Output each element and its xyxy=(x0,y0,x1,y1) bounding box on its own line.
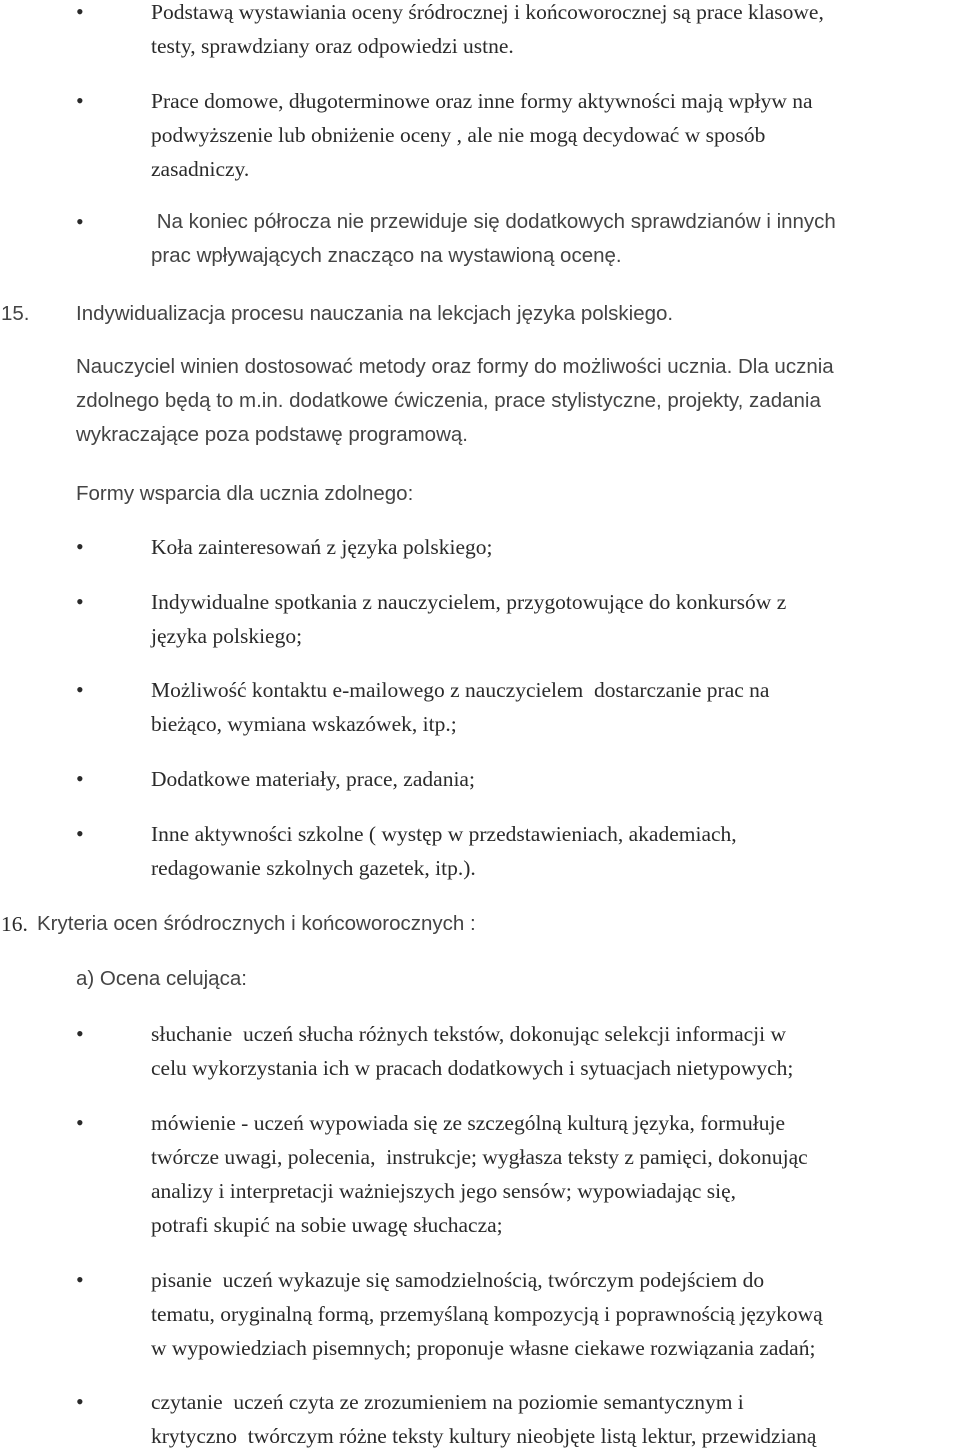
text-line: zasadniczy. xyxy=(151,157,250,181)
text-line: twórcze uwagi, polecenia, instrukcje; wygłasza teksty z pamięci, dokonując xyxy=(151,1145,808,1169)
text-line: testy, sprawdziany oraz odpowiedzi ustne. xyxy=(151,34,514,58)
text-line: potrafi skupić na sobie uwagę słuchacza; xyxy=(151,1213,503,1237)
text-line: Na koniec półrocza nie przewiduje się dodatkowych sprawdzianów i innych xyxy=(151,210,836,233)
text-line: Możliwość kontaktu e-mailowego z nauczycielem dostarczanie prac na xyxy=(151,678,770,702)
text-line: czytanie uczeń czyta ze zrozumieniem na poziomie semantycznym i xyxy=(151,1390,744,1414)
text-line: bieżąco, wymiana wskazówek, itp.; xyxy=(151,712,457,736)
text-line: tematu, oryginalną formą, przemyślaną kompozycją i poprawnością językową xyxy=(151,1302,823,1326)
text-line: języka polskiego; xyxy=(151,624,303,648)
bullet-icon: • xyxy=(76,209,84,234)
text-line: wykraczające poza podstawę programową. xyxy=(76,423,468,446)
text-line: Indywidualne spotkania z nauczycielem, przygotowujące do konkursów z xyxy=(151,590,787,614)
bullet-icon: • xyxy=(76,88,84,113)
text-line: Nauczyciel winien dostosować metody oraz formy do możliwości ucznia. Dla ucznia xyxy=(76,355,834,378)
text-line: zdolnego będą to m.in. dodatkowe ćwiczenia, prace stylistyczne, projekty, zadania xyxy=(76,389,821,412)
section-title: Indywidualizacja procesu nauczania na lekcjach języka polskiego. xyxy=(76,302,674,325)
text-line: prac wpływających znacząco na wystawioną ocenę. xyxy=(151,244,622,267)
bullet-icon: • xyxy=(76,766,84,791)
section-title: Kryteria ocen śródrocznych i końcoworocznych : xyxy=(37,912,476,935)
bullet-icon: • xyxy=(76,534,84,559)
text-line: celu wykorzystania ich w pracach dodatkowych i sytuacjach nietypowych; xyxy=(151,1056,794,1080)
text-line: Dodatkowe materiały, prace, zadania; xyxy=(151,767,475,791)
section-number: 15. xyxy=(1,302,30,325)
text-line: Inne aktywności szkolne ( występ w przedstawieniach, akademiach, xyxy=(151,822,737,846)
text-line: Koła zainteresowań z języka polskiego; xyxy=(151,535,493,559)
text-line: słuchanie uczeń słucha różnych tekstów, dokonując selekcji informacji w xyxy=(151,1022,787,1046)
bullet-icon: • xyxy=(76,0,84,24)
bullet-icon: • xyxy=(76,821,84,846)
text-line: Podstawą wystawiania oceny śródrocznej i końcoworocznej są prace klasowe, xyxy=(151,0,824,24)
bullet-icon: • xyxy=(76,589,84,614)
text-line: analizy i interpretacji ważniejszych jego sensów; wypowiadając się, xyxy=(151,1179,737,1203)
bullet-icon: • xyxy=(76,1267,84,1292)
text-line: w wypowiedziach pisemnych; proponuje własne ciekawe rozwiązania zadań; xyxy=(151,1336,816,1360)
text-line: pisanie uczeń wykazuje się samodzielnością, twórczym podejściem do xyxy=(151,1268,765,1292)
text-line: Prace domowe, długoterminowe oraz inne formy aktywności mają wpływ na xyxy=(151,89,813,113)
text-line: redagowanie szkolnych gazetek, itp.). xyxy=(151,856,476,880)
bullet-icon: • xyxy=(76,1389,84,1414)
text-line: podwyższenie lub obniżenie oceny , ale nie mogą decydować w sposób xyxy=(151,123,766,147)
text-line: krytyczno twórczym różne teksty kultury nieobjęte listą lektur, przewidzianą xyxy=(151,1424,817,1448)
bullet-icon: • xyxy=(76,1021,84,1046)
bullet-icon: • xyxy=(76,1110,84,1135)
section-number: 16. xyxy=(1,912,28,936)
text-line: mówienie - uczeń wypowiada się ze szczególną kulturą języka, formułuje xyxy=(151,1111,785,1135)
bullet-icon: • xyxy=(76,677,84,702)
